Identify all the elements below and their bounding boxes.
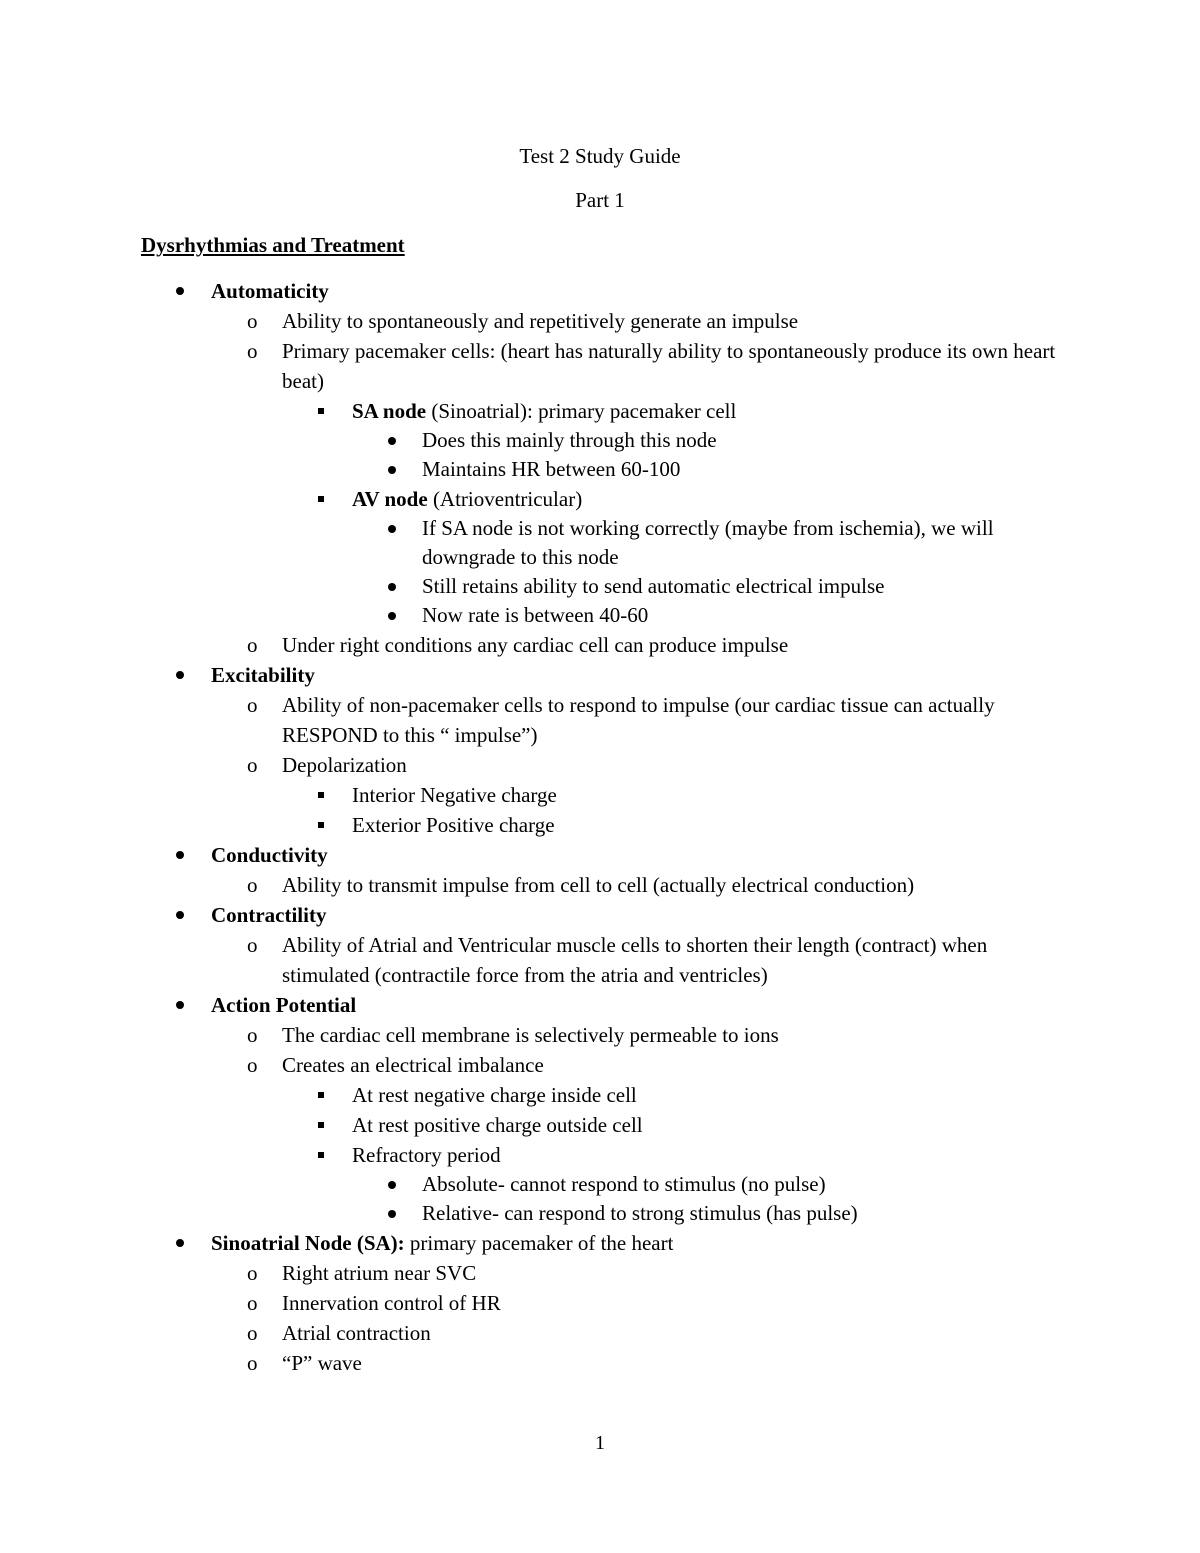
bullet-icon	[176, 851, 184, 859]
list-item-text: Interior Negative charge	[352, 783, 557, 807]
circle-marker-icon: o	[247, 309, 258, 333]
list-item-text: Ability of Atrial and Ventricular muscle cells to shorten their length (contract) when stimulated (contractile force from the atria and ventricles)	[282, 933, 988, 987]
bullet-icon	[176, 911, 184, 919]
list-item	[0, 484, 1200, 514]
topic-label: Sinoatrial Node (SA):	[211, 1231, 405, 1255]
topic-label: Conductivity	[211, 843, 328, 867]
circle-marker-icon: o	[247, 933, 258, 957]
circle-marker-icon: o	[247, 1321, 258, 1345]
list-item	[0, 1080, 1200, 1110]
list-item-text: primary pacemaker of the heart	[404, 1231, 674, 1255]
list-item	[0, 1110, 1200, 1140]
list-item-text: At rest negative charge inside cell	[352, 1083, 637, 1107]
list-item	[0, 1170, 1200, 1199]
circle-marker-icon: o	[247, 633, 258, 657]
circle-marker-icon: o	[247, 339, 258, 363]
list-item	[0, 1228, 1200, 1258]
term-label: SA node	[352, 399, 427, 423]
list-item-text: “P” wave	[282, 1351, 362, 1375]
list-item-text: Right atrium near SVC	[282, 1261, 477, 1285]
list-item-text: Ability of non-pacemaker cells to respond to impulse (our cardiac tissue can actually RESPOND to this “ impulse”)	[282, 693, 995, 747]
list-item	[0, 630, 1200, 660]
document-subtitle: Part 1	[575, 188, 625, 212]
list-item	[0, 900, 1200, 930]
list-item	[0, 455, 1200, 484]
bullet-icon	[388, 437, 396, 445]
list-item	[0, 780, 1200, 810]
circle-marker-icon: o	[247, 873, 258, 897]
bullet-icon	[388, 466, 396, 474]
circle-marker-icon: o	[247, 1351, 258, 1375]
list-item-text: Depolarization	[282, 753, 407, 777]
list-item	[0, 840, 1200, 870]
square-bullet-icon	[318, 1152, 324, 1158]
list-item	[0, 930, 1200, 990]
list-item-text: Innervation control of HR	[282, 1291, 501, 1315]
square-bullet-icon	[318, 496, 324, 502]
list-item-text: Exterior Positive charge	[352, 813, 555, 837]
bullet-icon	[176, 671, 184, 679]
list-item	[0, 1288, 1200, 1318]
list-item-text: (Sinoatrial): primary pacemaker cell	[426, 399, 737, 423]
document-title: Test 2 Study Guide	[519, 144, 681, 168]
section-heading: Dysrhythmias and Treatment	[141, 233, 405, 257]
list-item	[0, 1318, 1200, 1348]
term-label: AV node	[352, 487, 428, 511]
list-item-text: Relative- can respond to strong stimulus (has pulse)	[422, 1201, 858, 1225]
list-item	[0, 1348, 1200, 1378]
topic-label: Excitability	[211, 663, 315, 687]
list-item	[0, 276, 1200, 306]
circle-marker-icon: o	[247, 693, 258, 717]
list-item	[0, 572, 1200, 601]
list-item-text: If SA node is not working correctly (maybe from ischemia), we will downgrade to this node	[422, 516, 994, 569]
bullet-icon	[388, 1210, 396, 1218]
circle-marker-icon: o	[247, 753, 258, 777]
list-item	[0, 750, 1200, 780]
list-item-text: Maintains HR between 60-100	[422, 457, 681, 481]
list-item	[0, 990, 1200, 1020]
list-item	[0, 1140, 1200, 1170]
outline-list	[0, 276, 1200, 1378]
list-item	[0, 426, 1200, 455]
list-item-text: Ability to transmit impulse from cell to cell (actually electrical conduction)	[282, 873, 915, 897]
list-item	[0, 1020, 1200, 1050]
list-item	[0, 306, 1200, 336]
list-item-text: Primary pacemaker cells: (heart has naturally ability to spontaneously produce its own heart beat)	[282, 339, 1056, 393]
square-bullet-icon	[318, 822, 324, 828]
topic-label: Automaticity	[211, 279, 329, 303]
list-item	[0, 396, 1200, 426]
square-bullet-icon	[318, 1092, 324, 1098]
list-item	[0, 1258, 1200, 1288]
square-bullet-icon	[318, 792, 324, 798]
bullet-icon	[176, 1239, 184, 1247]
list-item	[0, 660, 1200, 690]
list-item	[0, 1050, 1200, 1080]
bullet-icon	[388, 525, 396, 533]
list-item	[0, 336, 1200, 396]
bullet-icon	[388, 583, 396, 591]
topic-label: Action Potential	[211, 993, 357, 1017]
list-item-text: At rest positive charge outside cell	[352, 1113, 643, 1137]
list-item	[0, 690, 1200, 750]
list-item-text: Creates an electrical imbalance	[282, 1053, 544, 1077]
circle-marker-icon: o	[247, 1023, 258, 1047]
square-bullet-icon	[318, 1122, 324, 1128]
list-item-text: Refractory period	[352, 1143, 501, 1167]
list-item-text: Atrial contraction	[282, 1321, 431, 1345]
list-item	[0, 1199, 1200, 1228]
list-item-text: Absolute- cannot respond to stimulus (no pulse)	[422, 1172, 826, 1196]
list-item	[0, 810, 1200, 840]
square-bullet-icon	[318, 408, 324, 414]
list-item-text: Still retains ability to send automatic electrical impulse	[422, 574, 885, 598]
bullet-icon	[176, 1001, 184, 1009]
page-number: 1	[595, 1432, 605, 1454]
circle-marker-icon: o	[247, 1261, 258, 1285]
list-item	[0, 601, 1200, 630]
list-item-text: The cardiac cell membrane is selectively permeable to ions	[282, 1023, 779, 1047]
circle-marker-icon: o	[247, 1053, 258, 1077]
list-item-text: Under right conditions any cardiac cell can produce impulse	[282, 633, 789, 657]
bullet-icon	[388, 1181, 396, 1189]
list-item-text: Now rate is between 40-60	[422, 603, 649, 627]
circle-marker-icon: o	[247, 1291, 258, 1315]
list-item-text: Ability to spontaneously and repetitively generate an impulse	[282, 309, 799, 333]
list-item	[0, 870, 1200, 900]
bullet-icon	[176, 287, 184, 295]
list-item-text: (Atrioventricular)	[427, 487, 583, 511]
topic-label: Contractility	[211, 903, 327, 927]
list-item	[0, 514, 1200, 572]
list-item-text: Does this mainly through this node	[422, 428, 717, 452]
bullet-icon	[388, 612, 396, 620]
